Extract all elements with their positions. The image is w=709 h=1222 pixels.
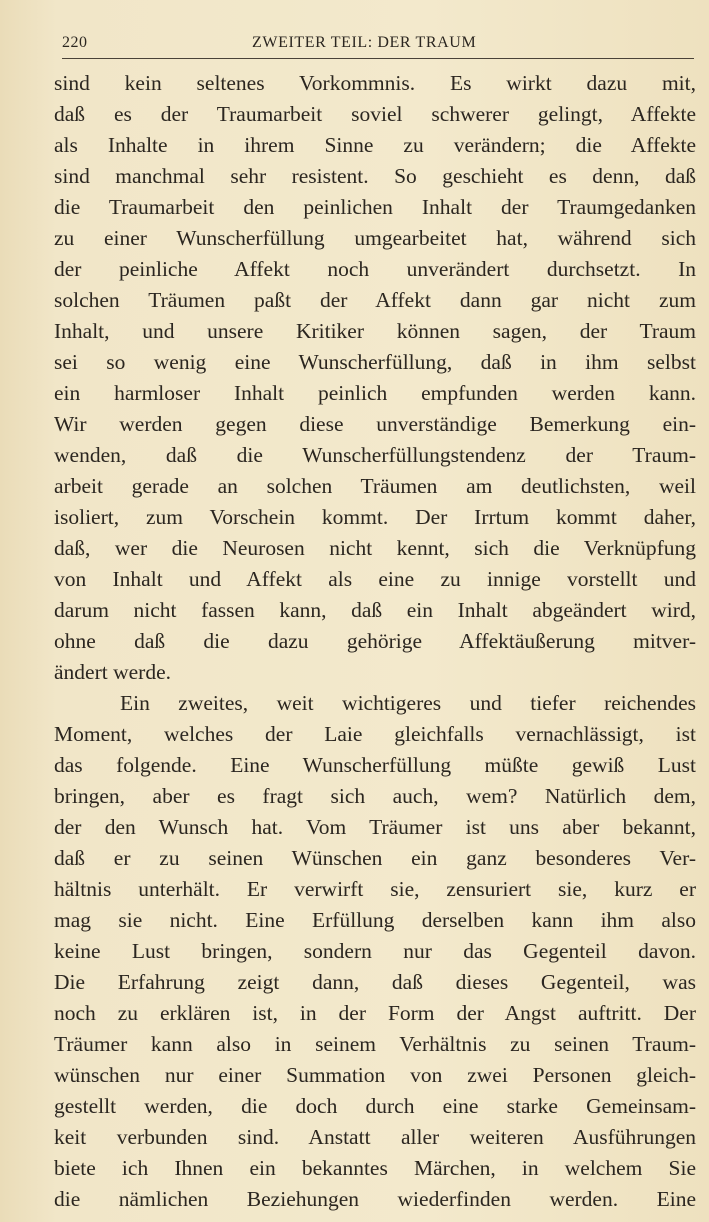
text-line: sind manchmal sehr resistent. So geschieht es denn, daß — [54, 164, 696, 188]
text-line: bringen, aber es fragt sich auch, wem? Natürlich dem, — [54, 784, 696, 808]
text-line: solchen Träumen paßt der Affekt dann gar nicht zum — [54, 288, 696, 312]
text-line: biete ich Ihnen ein bekanntes Märchen, in welchem Sie — [54, 1156, 696, 1180]
text-line: der den Wunsch hat. Vom Träumer ist uns aber bekannt, — [54, 815, 696, 839]
text-line: ohne daß die dazu gehörige Affektäußerung mitver- — [54, 629, 696, 653]
text-line: mag sie nicht. Eine Erfüllung derselben kann ihm also — [54, 908, 696, 932]
running-head — [62, 28, 694, 59]
text-line: von Inhalt und Affekt als eine zu innige vorstellt und — [54, 567, 696, 591]
text-line: das folgende. Eine Wunscherfüllung müßte gewiß Lust — [54, 753, 696, 777]
text-line: sind kein seltenes Vorkommnis. Es wirkt dazu mit, — [54, 71, 696, 95]
text-line: keit verbunden sind. Anstatt aller weiteren Ausführungen — [54, 1125, 696, 1149]
text-line: Wir werden gegen diese unverständige Bemerkung ein- — [54, 412, 696, 436]
text-line: der peinliche Affekt noch unverändert durchsetzt. In — [54, 257, 696, 281]
paragraph-start-line: Ein zweites, weit wichtigeres und tiefer reichendes — [120, 691, 696, 715]
text-line: ein harmloser Inhalt peinlich empfunden werden kann. — [54, 381, 696, 405]
text-line: Moment, welches der Laie gleichfalls vernachlässigt, ist — [54, 722, 696, 746]
text-line: daß er zu seinen Wünschen ein ganz besonderes Ver- — [54, 846, 696, 870]
text-line: isoliert, zum Vorschein kommt. Der Irrtum kommt daher, — [54, 505, 696, 529]
text-line: die Traumarbeit den peinlichen Inhalt der Traumgedanken — [54, 195, 696, 219]
text-line: gestellt werden, die doch durch eine starke Gemeinsam- — [54, 1094, 696, 1118]
page-number: 220 — [62, 34, 88, 51]
text-line: daß, wer die Neurosen nicht kennt, sich die Verknüpfung — [54, 536, 696, 560]
text-line: noch zu erklären ist, in der Form der Angst auftritt. Der — [54, 1001, 696, 1025]
text-line: sei so wenig eine Wunscherfüllung, daß in ihm selbst — [54, 350, 696, 374]
body-text — [54, 68, 696, 1215]
text-line: als Inhalte in ihrem Sinne zu verändern; die Affekte — [54, 133, 696, 157]
text-line: Träumer kann also in seinem Verhältnis zu seinen Traum- — [54, 1032, 696, 1056]
text-line: Die Erfahrung zeigt dann, daß dieses Gegenteil, was — [54, 970, 696, 994]
text-line: wünschen nur einer Summation von zwei Personen gleich- — [54, 1063, 696, 1087]
text-line: darum nicht fassen kann, daß ein Inhalt abgeändert wird, — [54, 598, 696, 622]
running-head-title: ZWEITER TEIL: DER TRAUM — [252, 34, 477, 51]
text-line: daß es der Traumarbeit soviel schwerer gelingt, Affekte — [54, 102, 696, 126]
text-line: wenden, daß die Wunscherfüllungstendenz der Traum- — [54, 443, 696, 467]
text-line: keine Lust bringen, sondern nur das Gegenteil davon. — [54, 939, 696, 963]
text-line: hältnis unterhält. Er verwirft sie, zensuriert sie, kurz er — [54, 877, 696, 901]
text-line: Inhalt, und unsere Kritiker können sagen, der Traum — [54, 319, 696, 343]
paragraph-end-line: ändert werde. — [54, 660, 171, 684]
text-line: die nämlichen Beziehungen wiederfinden werden. Eine — [54, 1187, 696, 1211]
text-line: arbeit gerade an solchen Träumen am deutlichsten, weil — [54, 474, 696, 498]
text-line: zu einer Wunscherfüllung umgearbeitet hat, während sich — [54, 226, 696, 250]
